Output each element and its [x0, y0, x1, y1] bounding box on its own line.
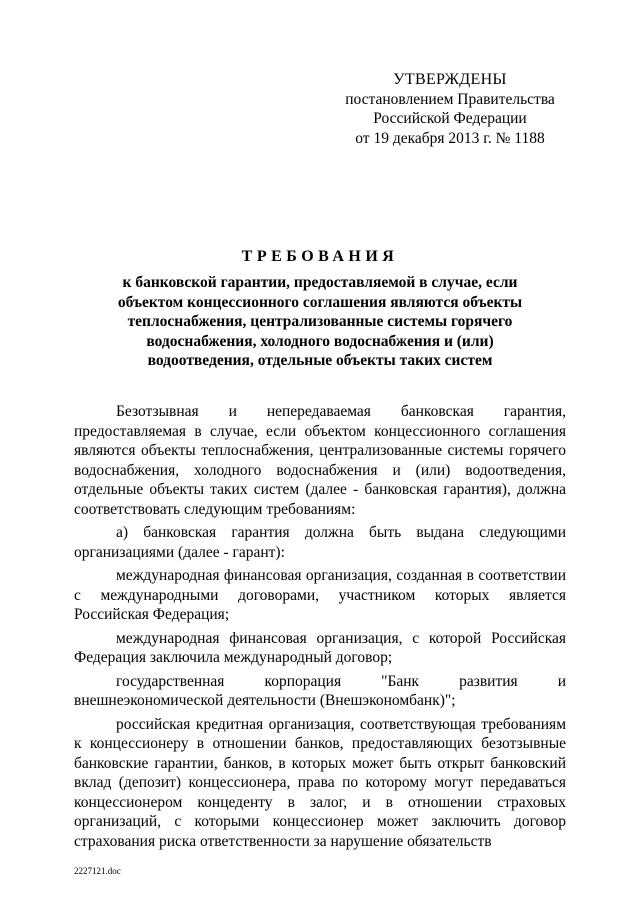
document-title: ТРЕБОВАНИЯ [241, 248, 399, 265]
approval-block [330, 70, 570, 148]
approval-line-3: от 19 декабря 2013 г. № 1188 [355, 129, 545, 147]
file-name-footer: 2227121.doc [74, 866, 121, 876]
paragraph-guarantor-4: российская кредитная организация, соответствующая требованиям к концессионеру в отношении банков, предоставляющих безотзывные банковские гарантии, банков, в которых может быть открыт банковский вклад (депозит) концессионера, права по которому могут передаваться концессионером концеденту в залог, и в отношении страховых организаций, с которыми концессионер может заключить договор страхования риска ответственности за нарушение обязательств [74, 715, 566, 850]
document-body [74, 402, 566, 855]
paragraph-guarantor-2: международная финансовая организация, с которой Российская Федерация заключила международный договор; [74, 629, 566, 666]
approval-line-2: Российской Федерации [373, 110, 527, 127]
document-subtitle: к банковской гарантии, предоставляемой в случае, если объектом концессионного соглашения являются объекты теплоснабжения, централизованные системы горячего водоснабжения, холодного водоснабжения и (или) водоотведения, отдельные объекты таких систем [117, 274, 523, 369]
paragraph-guarantor-1: международная финансовая организация, созданная в соответствии с международными договорами, участником которых является Российская Федерация; [74, 567, 566, 623]
paragraph-guarantor-3: государственная корпорация "Банк развития и внешнеэкономической деятельности (Внешэкономбанк)"; [74, 672, 566, 709]
paragraph-item-a: а) банковская гарантия должна быть выдана следующими организациями (далее - гарант): [74, 524, 566, 561]
approval-stamp: УТВЕРЖДЕНЫ [393, 71, 507, 88]
paragraph-intro: Безотзывная и непередаваемая банковская гарантия, предоставляемая в случае, если объектом концессионного соглашения являются объекты теплоснабжения, централизованные системы горячего водоснабжения, холодного водоснабжения и (или) водоотведения, отдельные объекты таких систем (далее - банковская гарантия), должна соответствовать следующим требованиям: [74, 403, 566, 518]
approval-line-1: постановлением Правительства [345, 90, 555, 108]
